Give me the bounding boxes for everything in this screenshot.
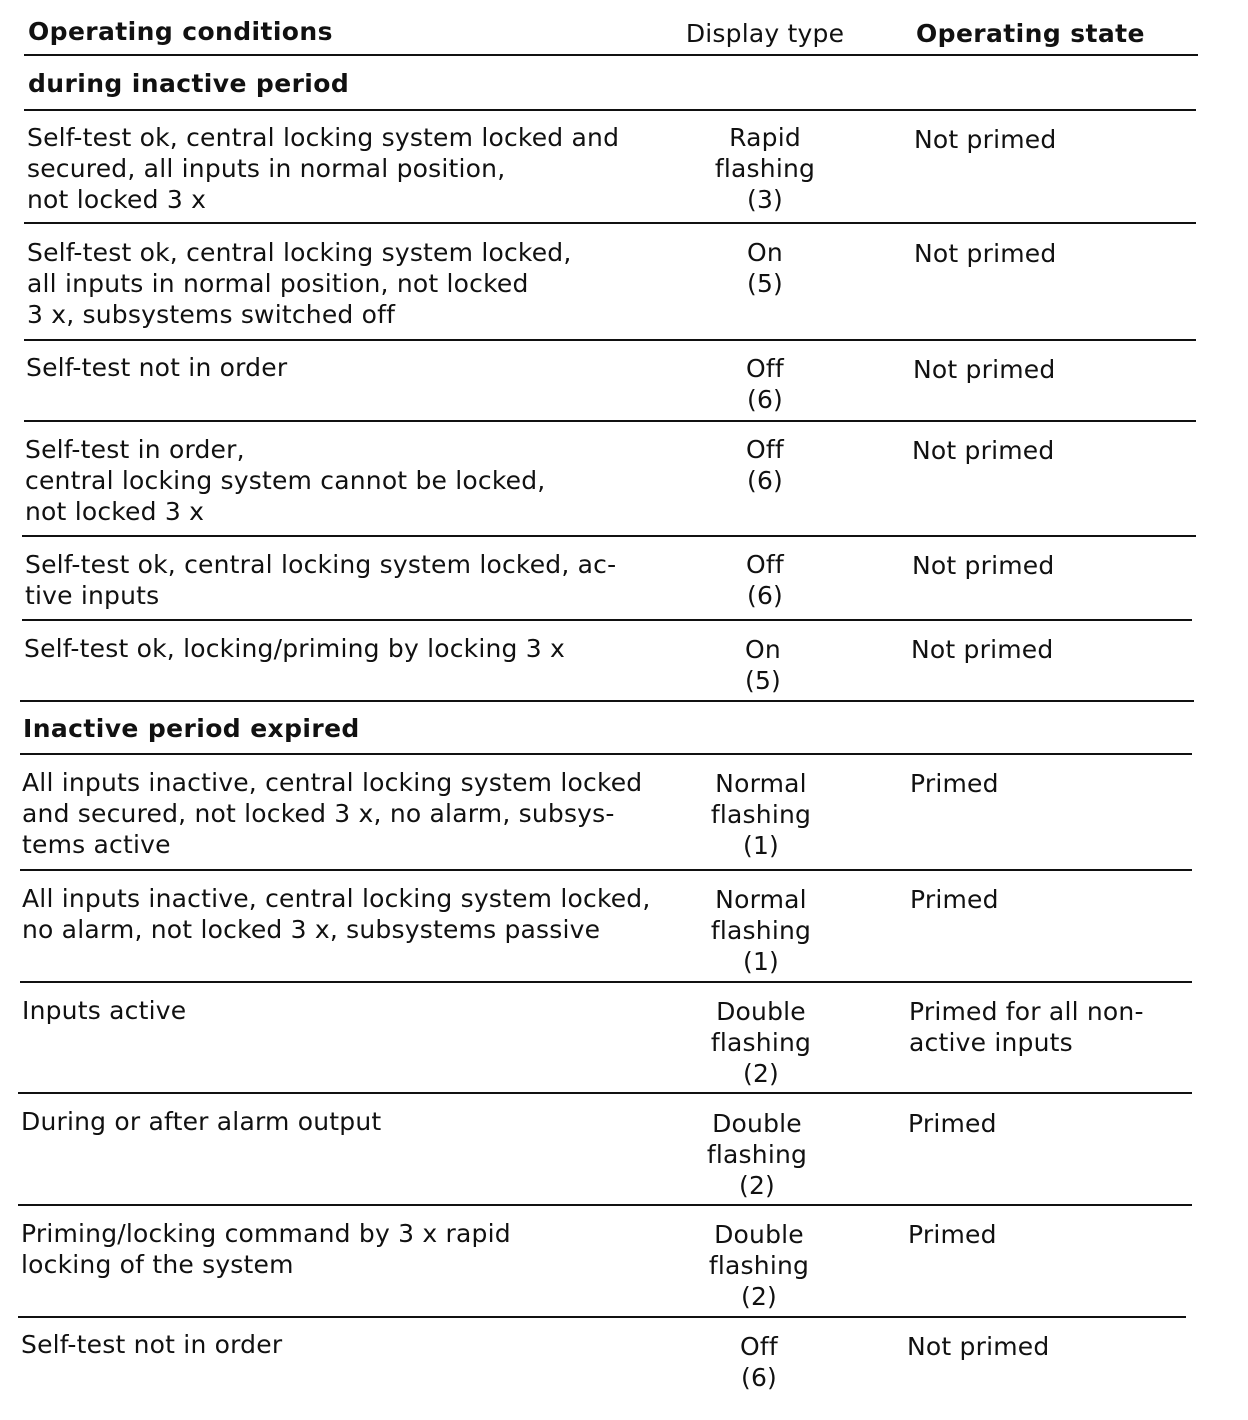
header-operating-state: Operating state	[916, 19, 1145, 48]
row-display-type: Double flashing (2)	[706, 1109, 808, 1200]
row-divider	[24, 420, 1196, 422]
row-display-type: Double flashing (2)	[708, 1220, 810, 1311]
row-operating-state: Not primed	[907, 1332, 1050, 1361]
row-operating-state: Not primed	[913, 355, 1056, 384]
row-condition: Self-test ok, central locking system locked, all inputs in normal position, not locked 3 x, subsystems switched off	[27, 238, 572, 329]
row-operating-state: Primed	[910, 885, 999, 914]
row-display-type: Rapid flashing (3)	[714, 123, 816, 214]
row-condition: Self-test not in order	[26, 353, 288, 382]
row-condition: Priming/locking command by 3 x rapid locking of the system	[21, 1219, 511, 1279]
row-operating-state: Primed	[908, 1220, 997, 1249]
row-divider	[20, 700, 1194, 702]
row-divider	[18, 1316, 1186, 1318]
row-display-type: Off (6)	[746, 354, 784, 414]
row-display-type: Normal flashing (1)	[710, 769, 812, 860]
row-condition: During or after alarm output	[21, 1107, 382, 1136]
row-display-type: Off (6)	[746, 550, 784, 610]
row-operating-state: Not primed	[914, 125, 1057, 154]
row-operating-state: Not primed	[912, 436, 1055, 465]
row-operating-state: Primed for all non- active inputs	[909, 997, 1144, 1057]
row-condition: All inputs inactive, central locking system locked, no alarm, not locked 3 x, subsystems passive	[22, 884, 651, 944]
row-display-type: Double flashing (2)	[710, 997, 812, 1088]
row-condition: All inputs inactive, central locking system locked and secured, not locked 3 x, no alarm, subsys- tems active	[22, 768, 643, 859]
row-condition: Self-test ok, central locking system locked, ac- tive inputs	[25, 550, 617, 610]
row-operating-state: Primed	[910, 769, 999, 798]
row-condition: Inputs active	[22, 996, 187, 1025]
row-operating-state: Not primed	[912, 551, 1055, 580]
row-divider	[24, 109, 1196, 111]
row-display-type: Off (6)	[746, 435, 784, 495]
row-divider	[24, 339, 1196, 341]
row-display-type: Off (6)	[740, 1332, 778, 1392]
row-condition: Self-test not in order	[21, 1330, 283, 1359]
row-operating-state: Primed	[908, 1109, 997, 1138]
row-condition: Self-test ok, central locking system locked and secured, all inputs in normal position, not locked 3 x	[27, 123, 620, 214]
row-condition: Self-test ok, locking/priming by locking 3 x	[24, 634, 566, 663]
row-divider	[24, 222, 1196, 224]
row-divider	[20, 981, 1192, 983]
header-rule	[24, 54, 1198, 56]
row-condition: Self-test in order, central locking system cannot be locked, not locked 3 x	[25, 435, 546, 526]
row-divider	[22, 619, 1192, 621]
row-display-type: On (5)	[746, 238, 783, 298]
row-divider	[20, 753, 1192, 755]
section-title: Inactive period expired	[23, 714, 360, 743]
row-divider	[18, 1204, 1192, 1206]
row-operating-state: Not primed	[911, 635, 1054, 664]
row-operating-state: Not primed	[914, 239, 1057, 268]
section-title: during inactive period	[28, 69, 350, 98]
row-divider	[18, 1092, 1192, 1094]
row-display-type: On (5)	[744, 635, 781, 695]
row-display-type: Normal flashing (1)	[710, 885, 812, 976]
header-operating-conditions: Operating conditions	[28, 17, 333, 46]
header-display-type: Display type	[685, 19, 845, 48]
row-divider	[22, 535, 1196, 537]
row-divider	[20, 869, 1192, 871]
